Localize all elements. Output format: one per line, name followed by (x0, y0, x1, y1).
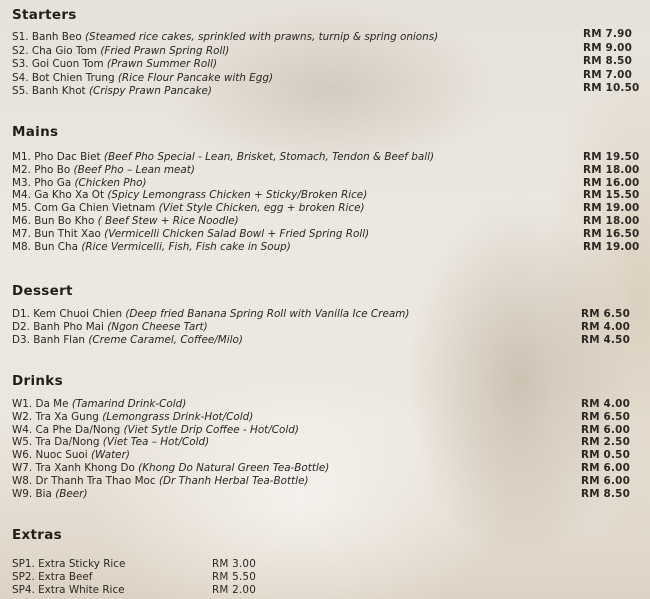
item-name: Extra Sticky Rice (38, 558, 126, 570)
item-code: M1. (12, 151, 31, 163)
section-extras (12, 527, 650, 596)
item-desc: (Crispy Prawn Pancake) (88, 85, 212, 97)
item-price: RM 18.00 (583, 215, 640, 227)
item-code: W2. (12, 410, 33, 423)
item-name: Banh Khot (31, 85, 86, 97)
section-title-starters: Starters (12, 7, 77, 23)
item-price: RM 6.50 (581, 308, 630, 320)
section-title-dessert: Dessert (12, 283, 73, 299)
menu-item (12, 151, 650, 164)
menu-item (12, 189, 650, 202)
item-code: M4. (12, 189, 31, 202)
item-code: M8. (12, 240, 31, 253)
menu-item (12, 436, 650, 449)
item-desc: (Viet Sytle Drip Coffee - Hot/Cold) (123, 423, 299, 436)
item-name: Bia (35, 487, 52, 500)
item-name: Com Ga Chien Vietnam (34, 202, 156, 215)
menu-item (12, 571, 650, 584)
item-code: W1. (12, 398, 33, 410)
item-code: W5. (12, 436, 33, 449)
menu-item (12, 68, 650, 85)
item-name: Bun Cha (34, 240, 79, 253)
item-desc: (Fried Prawn Spring Roll) (100, 44, 230, 57)
section-mains (12, 124, 650, 253)
item-price: RM 15.50 (583, 189, 640, 202)
item-name: Ga Kho Xa Ot (34, 189, 105, 202)
menu-item (12, 475, 650, 488)
item-code: D2. (12, 321, 30, 333)
item-desc: (Chicken Pho) (74, 176, 147, 189)
item-name: Goi Cuon Tom (31, 58, 104, 70)
item-desc: (Vermicelli Chicken Salad Bowl + Fried Spring Roll) (104, 227, 370, 240)
item-price: RM 8.50 (581, 487, 630, 500)
item-price: RM 2.50 (581, 436, 630, 449)
item-price: RM 19.50 (583, 151, 640, 163)
item-desc: (Water) (90, 449, 130, 462)
item-name: Bot Chien Trung (31, 71, 115, 84)
item-desc: (Deep fried Banana Spring Roll with Vanilla Ice Cream) (125, 308, 410, 320)
item-desc: (Ngon Cheese Tart) (107, 321, 208, 333)
item-desc: (Steamed rice cakes, sprinkled with prawns, turnip & spring onions) (85, 31, 439, 43)
item-code: M3. (12, 176, 31, 189)
item-name: Bun Bo Kho (34, 215, 95, 227)
item-desc: (Viet Style Chicken, egg + broken Rice) (158, 202, 365, 215)
item-price: RM 4.00 (581, 398, 630, 410)
item-price: RM 5.50 (212, 571, 257, 583)
item-price: RM 6.00 (581, 474, 630, 487)
item-code: S3. (12, 58, 29, 70)
item-price: RM 7.90 (583, 28, 632, 40)
menu-item (12, 411, 650, 424)
item-code: SP2. (12, 571, 35, 583)
item-price: RM 19.00 (583, 240, 640, 253)
item-name: Da Me (35, 398, 69, 410)
item-desc: (Beer) (55, 487, 88, 500)
item-price: RM 2.00 (212, 584, 257, 596)
item-code: W6. (12, 449, 33, 462)
item-desc: (Dr Thanh Herbal Tea-Bottle) (158, 474, 309, 487)
item-code: S4. (12, 71, 29, 84)
item-name: Banh Flan (33, 334, 86, 346)
item-code: S1. (12, 31, 29, 43)
menu-item (12, 308, 650, 321)
item-name: Banh Pho Mai (33, 321, 104, 333)
item-desc: (Spicy Lemongrass Chicken + Sticky/Broken Rice) (107, 189, 368, 202)
item-code: M6. (12, 215, 31, 227)
item-code: D3. (12, 334, 30, 346)
menu-item (12, 177, 650, 190)
item-code: W4. (12, 423, 33, 436)
menu-item (12, 82, 650, 98)
item-name: Banh Beo (31, 31, 82, 43)
item-price: RM 0.50 (581, 449, 630, 462)
item-name: Tra Xa Gung (35, 410, 99, 423)
item-price: RM 18.00 (583, 163, 640, 176)
item-name: Pho Ga (34, 176, 72, 189)
item-desc: (Khong Do Natural Green Tea-Bottle) (138, 462, 330, 474)
item-price: RM 6.00 (581, 423, 630, 436)
item-desc: (Rice Vermicelli, Fish, Fish cake in Soup) (81, 240, 291, 253)
item-code: M2. (12, 163, 31, 176)
menu-item (12, 462, 650, 475)
item-price: RM 8.50 (583, 55, 632, 67)
item-name: Nuoc Suoi (35, 449, 88, 462)
menu-item (12, 424, 650, 437)
menu-item (12, 55, 650, 71)
item-name: Dr Thanh Tra Thao Moc (35, 474, 156, 487)
menu-item (12, 241, 650, 254)
item-name: Extra White Rice (38, 584, 125, 596)
menu-item (12, 449, 650, 462)
item-code: W8. (12, 474, 33, 487)
item-desc: (Tamarind Drink-Cold) (71, 398, 187, 410)
section-title-drinks: Drinks (12, 373, 63, 389)
item-code: W7. (12, 462, 33, 474)
item-desc: (Beef Pho Special - Lean, Brisket, Stomach, Tendon & Beef ball) (103, 151, 435, 163)
item-price: RM 3.00 (212, 558, 257, 570)
item-price: RM 7.00 (583, 68, 632, 81)
item-code: W9. (12, 487, 33, 500)
item-name: Tra Xanh Khong Do (35, 462, 135, 474)
item-price: RM 6.50 (581, 410, 630, 423)
item-name: Kem Chuoi Chien (33, 308, 123, 320)
item-code: S5. (12, 85, 29, 97)
menu-item (12, 398, 650, 411)
item-code: SP1. (12, 558, 35, 570)
menu-item (12, 41, 650, 58)
menu-item (12, 321, 650, 334)
item-code: S2. (12, 44, 29, 57)
menu-item (12, 488, 650, 501)
item-desc: (Viet Tea – Hot/Cold) (102, 436, 210, 449)
item-desc: ( Beef Stew + Rice Noodle) (97, 215, 239, 227)
menu-item (12, 164, 650, 177)
menu-item (12, 28, 650, 44)
item-price: RM 4.00 (581, 321, 630, 333)
menu-item (12, 334, 650, 347)
item-price: RM 16.50 (583, 227, 640, 240)
section-starters (12, 7, 650, 97)
item-price: RM 6.00 (581, 462, 630, 474)
item-name: Pho Dac Biet (34, 151, 101, 163)
item-desc: (Prawn Summer Roll) (106, 58, 218, 70)
item-price: RM 10.50 (583, 82, 640, 94)
item-price: RM 19.00 (583, 202, 640, 215)
item-name: Extra Beef (38, 571, 93, 583)
item-price: RM 16.00 (583, 176, 640, 189)
menu-item (12, 215, 650, 228)
item-desc: (Rice Flour Pancake with Egg) (117, 71, 273, 84)
item-name: Pho Bo (34, 163, 71, 176)
item-code: D1. (12, 308, 30, 320)
item-code: SP4. (12, 584, 35, 596)
section-title-mains: Mains (12, 124, 59, 140)
item-name: Cha Gio Tom (31, 44, 97, 57)
menu-item (12, 202, 650, 215)
item-name: Ca Phe Da/Nong (35, 423, 121, 436)
section-dessert (12, 283, 650, 346)
item-desc: (Beef Pho – Lean meat) (73, 163, 195, 176)
item-name: Bun Thit Xao (34, 227, 101, 240)
item-desc: (Lemongrass Drink-Hot/Cold) (102, 410, 254, 423)
menu-item (12, 228, 650, 241)
item-price: RM 4.50 (581, 334, 630, 346)
section-title-extras: Extras (12, 527, 62, 543)
menu-item (12, 584, 650, 597)
item-code: M7. (12, 227, 31, 240)
item-price: RM 9.00 (583, 41, 632, 54)
item-name: Tra Da/Nong (35, 436, 100, 449)
section-drinks (12, 373, 650, 500)
item-desc: (Creme Caramel, Coffee/Milo) (88, 334, 243, 346)
item-code: M5. (12, 202, 31, 215)
menu-item (12, 558, 650, 571)
